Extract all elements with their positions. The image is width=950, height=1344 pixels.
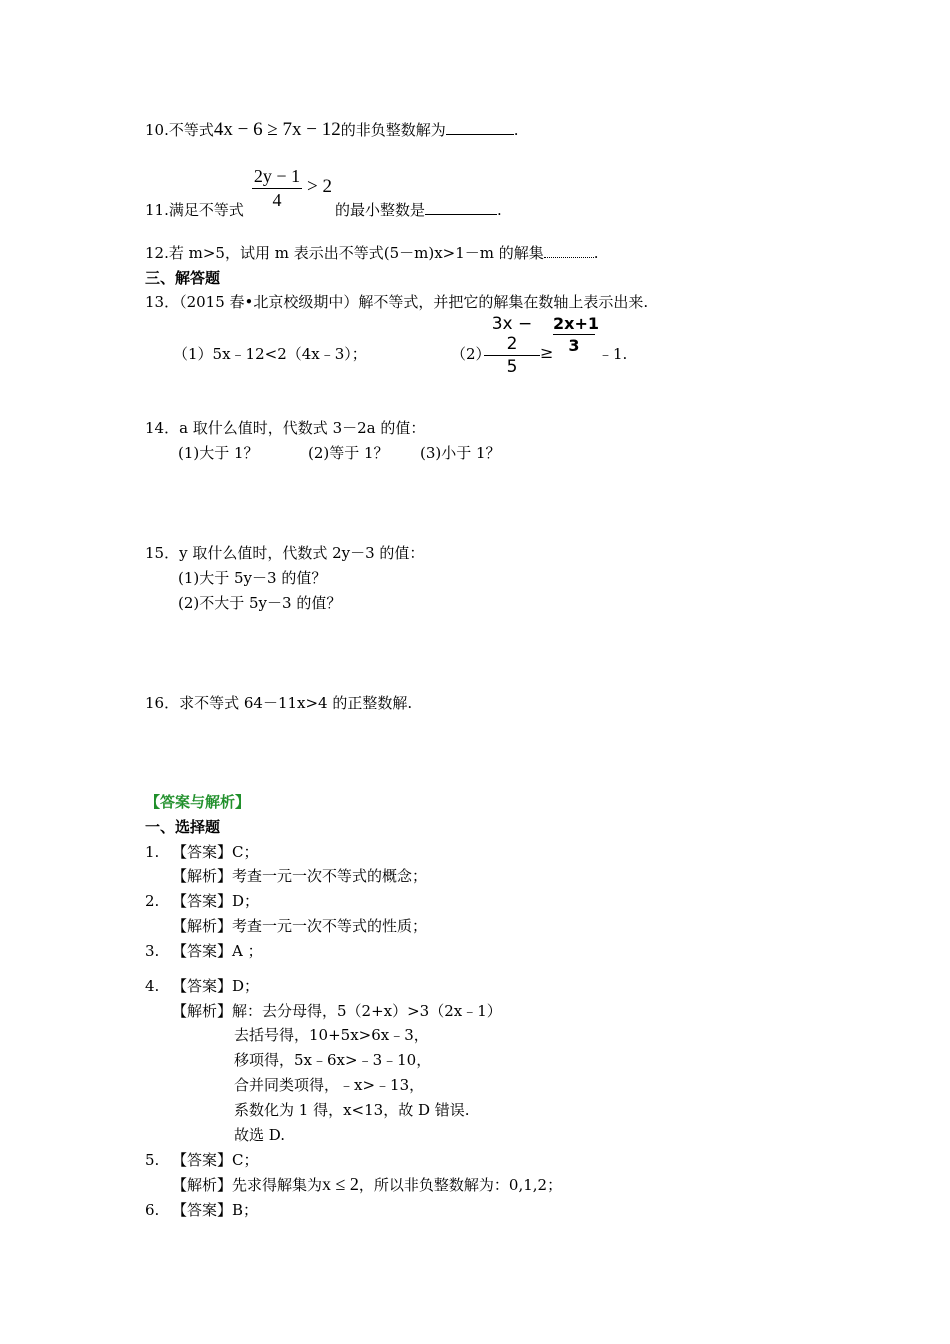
q10-period: . <box>513 121 519 139</box>
q11-period: . <box>497 201 502 219</box>
q11-tail <box>335 200 502 220</box>
explanation-4-step-2: 移项得，5x﹣6x>﹣3﹣10， <box>234 1051 432 1069</box>
q11-fraction <box>252 166 302 211</box>
q13-relation: ≥ <box>540 343 554 362</box>
q15-part-2: (2)不大于 5y－3 的值？ <box>178 594 342 612</box>
q11-label: 11.满足不等式 <box>145 201 244 219</box>
question-10 <box>145 120 519 140</box>
answer-1: 【答案】C； <box>172 843 259 861</box>
explanation-5-prefix: 【解析】先求得解集为 <box>172 1176 323 1194</box>
explanation-5-suffix: ，所以非负整数解为：0,1,2； <box>358 1176 563 1194</box>
answer-6-number: 6. <box>145 1201 160 1219</box>
q13-part-2-tail: ﹣1. <box>598 345 628 363</box>
q13-part-2-label: （2） <box>451 345 491 363</box>
section-3-heading: 三、解答题 <box>145 269 221 287</box>
explanation-4: 【解析】解：去分母得，5（2+x）>3（2x﹣1） <box>172 1002 502 1020</box>
q13-fraction-1 <box>484 314 540 377</box>
explanation-5-expr: x ≤ 2 <box>322 1174 359 1194</box>
explanation-4-step-5: 故选 D. <box>234 1126 286 1144</box>
answers-heading: 【答案与解析】 <box>145 793 251 811</box>
answer-4-number: 4. <box>145 977 160 995</box>
section-1-heading: 一、选择题 <box>145 818 221 836</box>
q12-period: . <box>593 244 599 262</box>
q13-fraction-2-bar <box>553 334 595 335</box>
q12-text: 12.若 m>5，试用 m 表示出不等式(5－m)x>1－m 的解集 <box>145 244 544 262</box>
q10-inequality: 4x − 6 ≥ 7x − 12 <box>213 119 341 140</box>
q13-fraction-1-bar <box>484 355 540 356</box>
explanation-4-step-3: 合并同类项得，﹣x>﹣13， <box>234 1076 425 1094</box>
q12-answer-blank <box>544 243 594 258</box>
q10-label: 10.不等式 <box>145 121 214 139</box>
explanation-4-step-4: 系数化为 1 得，x<13，故 D 错误. <box>234 1101 470 1119</box>
q14-part-2: (2)等于 1？ <box>308 444 389 462</box>
question-15: 15．y 取什么值时，代数式 2y－3 的值： <box>145 544 425 562</box>
answer-1-number: 1. <box>145 843 160 861</box>
explanation-1: 【解析】考查一元一次不等式的概念； <box>172 867 428 885</box>
answer-3-number: 3. <box>145 942 160 960</box>
q11-numerator: 2y − 1 <box>253 166 301 186</box>
explanation-5 <box>172 1174 562 1195</box>
q11-answer-blank <box>425 200 497 215</box>
question-13: 13．（2015 春•北京校级期中）解不等式，并把它的解集在数轴上表示出来. <box>145 293 649 311</box>
q14-part-3: (3)小于 1？ <box>420 444 501 462</box>
q13-fraction-2 <box>553 314 599 355</box>
q11-fraction-bar <box>252 188 302 189</box>
question-16: 16．求不等式 64－11x>4 的正整数解. <box>145 694 413 712</box>
question-14: 14．a 取什么值时，代数式 3－2a 的值： <box>145 419 426 437</box>
q14-part-1: (1)大于 1？ <box>178 444 259 462</box>
answer-6: 【答案】B； <box>172 1201 259 1219</box>
answer-4: 【答案】D； <box>172 977 260 995</box>
answer-2-number: 2. <box>145 892 160 910</box>
question-12 <box>145 243 599 263</box>
q13-fraction-2-numerator: 2x+1 <box>553 314 599 333</box>
q13-part-1: （1）5x﹣12<2（4x﹣3）； <box>173 345 367 363</box>
q13-fraction-2-denominator: 3 <box>568 336 580 355</box>
q11-relation: > 2 <box>307 176 332 197</box>
q15-part-1: (1)大于 5y－3 的值？ <box>178 569 327 587</box>
explanation-2: 【解析】考查一元一次不等式的性质； <box>172 917 428 935</box>
answer-5: 【答案】C； <box>172 1151 259 1169</box>
explanation-4-step-1: 去括号得，10+5x>6x﹣3， <box>234 1026 429 1044</box>
q10-answer-blank <box>446 120 514 135</box>
q13-fraction-1-numerator: 3x − 2 <box>491 314 533 354</box>
answer-2: 【答案】D； <box>172 892 260 910</box>
q11-denominator: 4 <box>272 190 282 210</box>
q13-fraction-1-denominator: 5 <box>506 357 518 377</box>
q11-suffix: 的最小整数是 <box>335 201 426 219</box>
answer-3: 【答案】A ； <box>172 942 263 960</box>
q10-suffix: 的非负整数解为 <box>340 121 446 139</box>
answer-5-number: 5. <box>145 1151 160 1169</box>
